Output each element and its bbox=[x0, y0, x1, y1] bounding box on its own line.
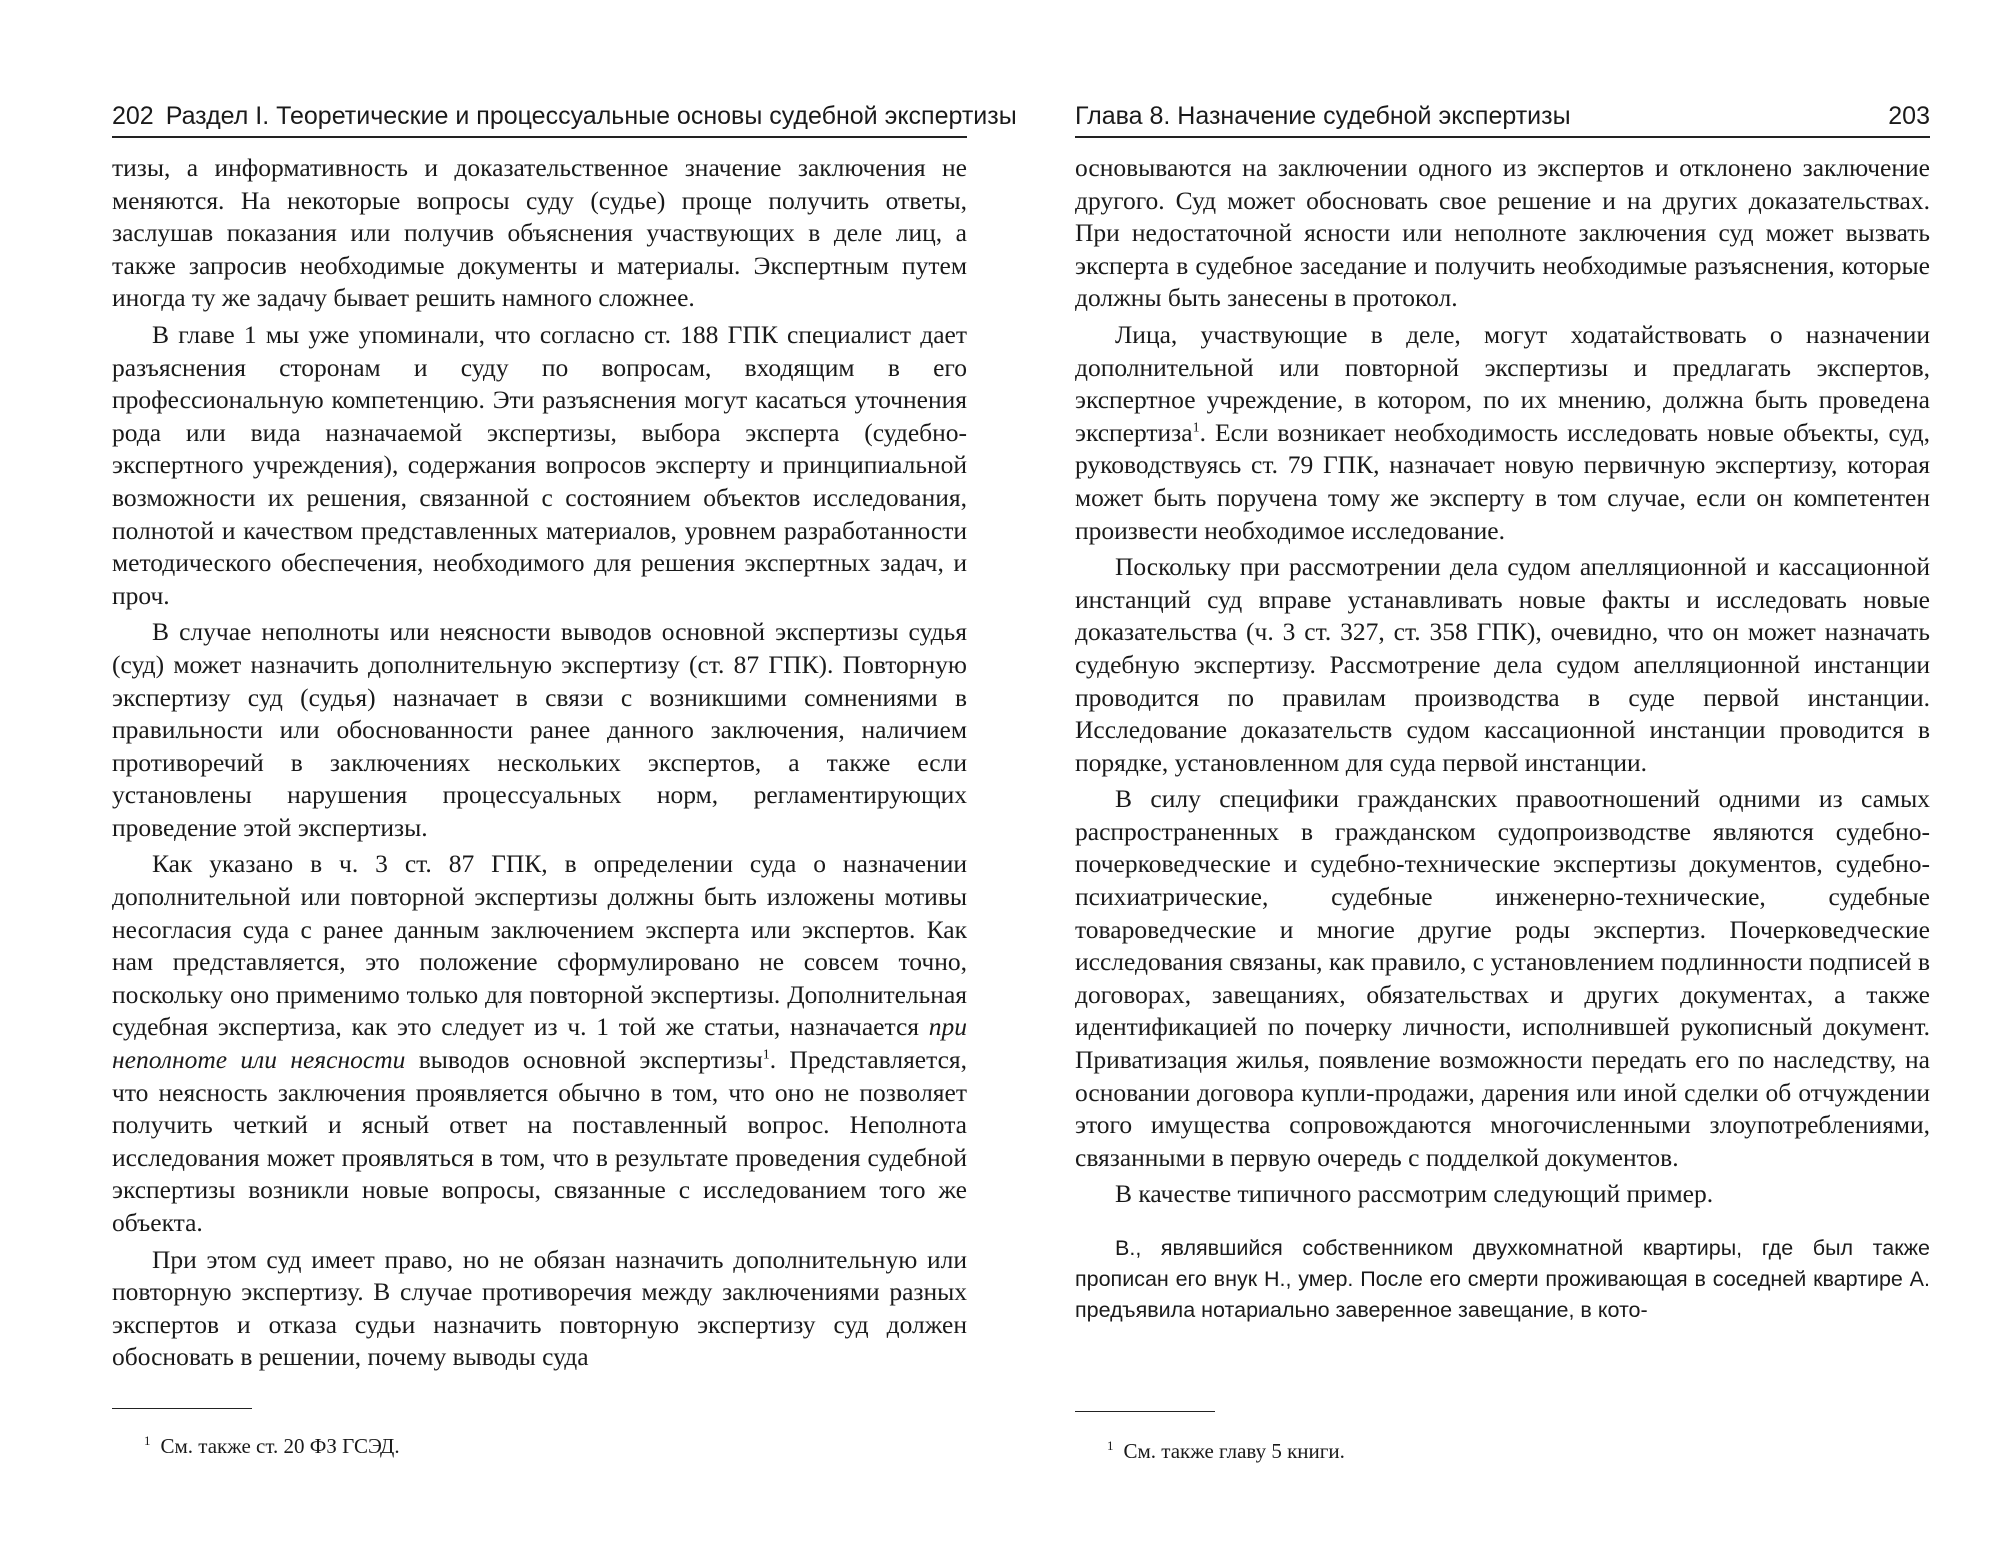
paragraph: основываются на заключении одного из экспертов и отклонено заключение другого. Суд может обосновать свое решение и на других доказательствах. При недостаточной ясности или неполноте заключения суд может вызвать эксперта в судебное заседание и получить необходимые разъяснения, которые должны быть занесены в протокол. bbox=[1075, 153, 1930, 313]
paragraph-text: Как указано в ч. 3 ст. 87 ГПК, в определении суда о назначении дополнительной или повторной экспертизы должны быть изложены мотивы несогласия суда с ранее данным заключением эксперта или экспертов. Как нам представляется, это положение сформулировано не совсем точно, поскольку оно применимо только для повторной экспертизы. Дополнительная судебная экспертиза, как это следует из ч. 1 той же статьи, назначается bbox=[112, 849, 967, 1042]
emphasized-text: при неполноте или неясности bbox=[112, 1012, 967, 1075]
running-head-left bbox=[112, 96, 1017, 138]
page-number: 202 bbox=[112, 102, 154, 130]
running-head-right bbox=[1075, 96, 1930, 138]
section-title: Раздел I. Теоретические и процессуальные основы судебной экспертизы bbox=[165, 102, 1017, 130]
paragraph bbox=[112, 848, 967, 1239]
page-number: 203 bbox=[1888, 102, 1930, 130]
paragraph-text: Лица, участвующие в деле, могут ходатайствовать о назначении дополнительной или повторной экспертизы и предлагать экспертов, экспертное учреждение, в котором, по их мнению, должна быть проведена экспертиза bbox=[1075, 319, 1930, 447]
paragraph: В случае неполноты или неясности выводов основной экспертизы судья (суд) может назначить дополнительную экспертизу (ст. 87 ГПК). Повторную экспертизу суд (судья) назначает в связи с возникшими сомнениями в правильности или обоснованности ранее данного заключения, наличием противоречий в заключениях нескольких экспертов, а также если установлены нарушения процессуальных норм, регламентирующих проведение этой экспертизы. bbox=[112, 617, 967, 842]
right-page-body bbox=[1075, 152, 1930, 1326]
footnote-text: См. также главу 5 книги. bbox=[1123, 1439, 1345, 1463]
paragraph: При этом суд имеет право, но не обязан назначить дополнительную или повторную экспертизу. В случае противоречия между заключениями разных экспертов и отказа судьи назначить повторную экспертизу суд должен обосновать в решении, почему выводы суда bbox=[112, 1244, 967, 1372]
paragraph-text: . Если возникает необходимость исследовать новые объекты, суд, руководствуясь ст. 79 ГПК, назначает новую первичную экспертизу, которая может быть поручена тому же эксперту в том случае, если он компетентен произвести необходимое исследование. bbox=[1075, 417, 1930, 545]
paragraph: Поскольку при рассмотрении дела судом апелляционной и кассационной инстанций суд вправе устанавливать новые факты и исследовать новые доказательства (ч. 3 ст. 327, ст. 358 ГПК), очевидно, что он может назначать судебную экспертизу. Рассмотрение дела судом апелляционной инстанции проводится по правилам производства в суде первой инстанции. Исследование доказательств судом кассационной инстанции проводится в порядке, установленном для суда первой инстанции. bbox=[1075, 552, 1930, 777]
footnote-text: См. также ст. 20 ФЗ ГСЭД. bbox=[160, 1434, 400, 1458]
footnote-mark: 1 bbox=[144, 1433, 151, 1448]
paragraph-text: . Представляется, что неясность заключения проявляется обычно в том, что оно не позволяет получить четкий и ясный ответ на поставленный вопрос. Неполнота исследования может проявляться в том, что в результате проведения судебной экспертизы возникли новые вопросы, связанные с исследованием того же объекта. bbox=[112, 1045, 967, 1237]
paragraph-text: выводов основной экспертизы bbox=[405, 1045, 763, 1075]
footnote-mark: 1 bbox=[1107, 1438, 1114, 1453]
left-page-body bbox=[112, 152, 967, 1378]
paragraph: В качестве типичного рассмотрим следующий пример. bbox=[1115, 1179, 1714, 1209]
paragraph: В главе 1 мы уже упоминали, что согласно ст. 188 ГПК специалист дает разъяснения сторонам и суду по вопросам, входящим в его профессиональную компетенцию. Эти разъяснения могут касаться уточнения рода или вида назначаемой экспертизы, выбора эксперта (судебно-экспертного учреждения), содержания вопросов эксперту и принципиальной возможности их решения, связанной с состоянием объектов исследования, полнотой и качеством представленных материалов, уровнем разработанности методического обеспечения, необходимого для решения экспертных задач, и проч. bbox=[112, 319, 967, 610]
footnote bbox=[144, 1432, 400, 1460]
paragraph: В силу специфики гражданских правоотношений одними из самых распространенных в гражданском судопроизводстве являются судебно-почерковедческие и судебно-технические экспертизы документов, судебно-психиатрические, судебные инженерно-технические, судебные товароведческие и многие другие роды экспертиз. Почерковедческие исследования связаны, как правило, с установлением подлинности подписей в договорах, завещаниях, обязательствах и других документах, а также идентификацией по почерку личности, исполнившей рукописный документ. Приватизация жилья, появление возможности передать его по наследству, на основании договора купли-продажи, дарения или иной сделки об отчуждении этого имущества сопровождаются многочисленными злоупотреблениями, связанными в первую очередь с подделкой документов. bbox=[1075, 784, 1930, 1172]
right-page bbox=[1075, 0, 1930, 1562]
footnote bbox=[1107, 1437, 1345, 1465]
footnote-separator bbox=[112, 1408, 252, 1409]
example-text: В., являвшийся собственником двухкомнатной квартиры, где был также прописан его внук Н., умер. После его смерти проживающая в соседней квартире А. предъявила нотариально заверенное завещание, в кото- bbox=[1075, 1236, 1930, 1322]
chapter-title: Глава 8. Назначение судебной экспертизы bbox=[1075, 102, 1571, 130]
paragraph: тизы, а информативность и доказательственное значение заключения не меняются. На некоторые вопросы суду (судье) проще получить ответы, заслушав показания или получив объяснения участвующих в деле лиц, а также запросив необходимые документы и материалы. Экспертным путем иногда ту же задачу бывает решить намного сложнее. bbox=[112, 153, 967, 313]
footnote-separator bbox=[1075, 1411, 1215, 1412]
footnote-reference[interactable]: 1 bbox=[1192, 420, 1200, 436]
left-page bbox=[112, 0, 1017, 1562]
footnote-reference[interactable]: 1 bbox=[762, 1047, 770, 1063]
paragraph bbox=[1075, 319, 1930, 547]
